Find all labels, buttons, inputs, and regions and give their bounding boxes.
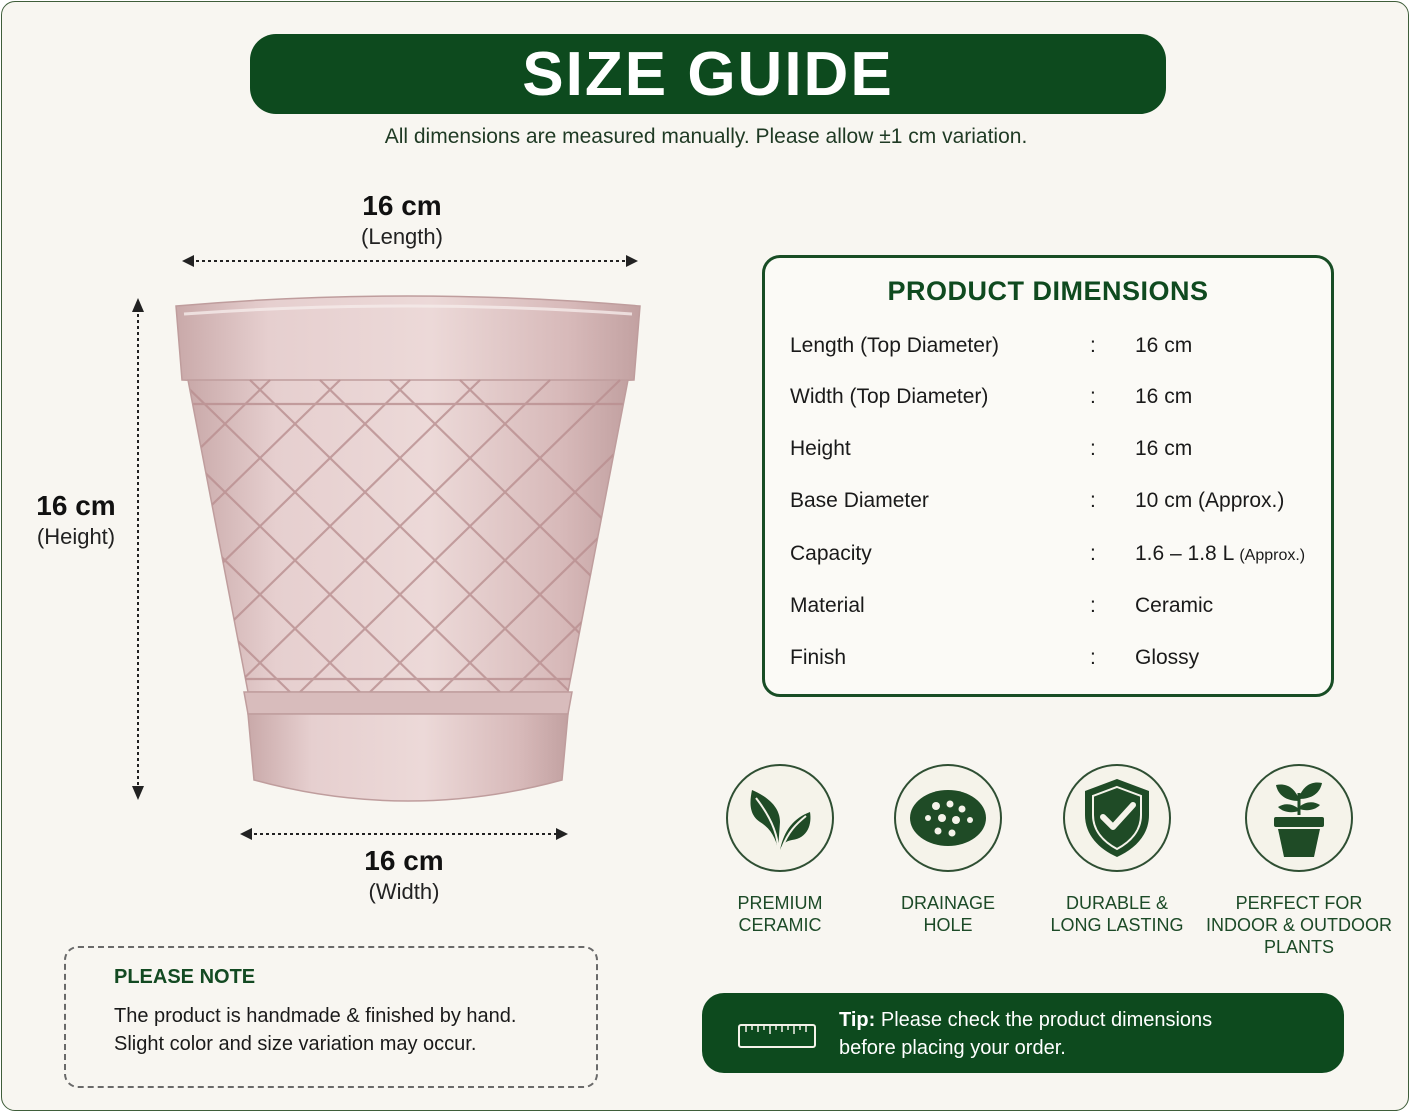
shield-check-icon: [1077, 775, 1157, 861]
ruler-icon: [738, 1024, 816, 1048]
dimension-value: 1.6 – 1.8 L (Approx.): [1135, 542, 1306, 565]
dimension-label: Capacity: [790, 542, 872, 565]
page-subtitle: All dimensions are measured manually. Please allow ±1 cm variation.: [384, 125, 1028, 148]
potted-plant-icon: [1264, 775, 1334, 861]
height-arrow: [128, 296, 148, 802]
feature-premium-ceramic: [685, 764, 875, 936]
dimension-separator: :: [1090, 437, 1096, 460]
dimension-value: 10 cm (Approx.): [1135, 489, 1285, 512]
feature-label: PREMIUM CERAMIC: [737, 893, 823, 935]
dimension-separator: :: [1090, 646, 1096, 669]
feature-indoor-outdoor: [1204, 764, 1394, 958]
page-title: SIZE GUIDE: [522, 39, 894, 109]
height-label: [16, 490, 136, 550]
dimension-row: [790, 437, 1321, 469]
feature-label: DRAINAGE HOLE: [900, 893, 996, 935]
dimension-separator: :: [1090, 594, 1096, 617]
feature-label: DURABLE & LONG LASTING: [1050, 893, 1184, 935]
tip-banner: [702, 993, 1344, 1073]
size-guide-page: [1, 1, 1409, 1111]
dimension-label: Width (Top Diameter): [790, 385, 989, 408]
length-label: [302, 190, 502, 250]
please-note-box: [64, 946, 598, 1088]
note-text: The product is handmade & finished by hand. Slight color and size variation may occur.: [114, 1005, 517, 1055]
dimension-value: 16 cm: [1135, 385, 1193, 408]
tip-text: Tip: Please check the product dimensions before placing your order.: [839, 1009, 1213, 1059]
feature-durable: [1022, 764, 1212, 936]
dimension-value: 16 cm: [1135, 334, 1193, 357]
dimension-label: Base Diameter: [790, 489, 929, 512]
width-arrow: [238, 825, 570, 843]
dimension-row: [790, 385, 1321, 417]
tip-label: Tip:: [839, 1009, 876, 1031]
dimensions-title: PRODUCT DIMENSIONS: [887, 276, 1209, 306]
drainage-hole-icon: [906, 776, 990, 860]
dimension-label: Finish: [790, 646, 847, 669]
dimension-row: [790, 646, 1321, 678]
dimension-row: [790, 542, 1321, 574]
length-arrow: [180, 252, 640, 270]
note-title: PLEASE NOTE: [114, 966, 256, 988]
ceramic-pot-image: [170, 294, 646, 814]
dimension-label: Length (Top Diameter): [790, 334, 999, 357]
dimension-separator: :: [1090, 489, 1096, 512]
title-banner: [250, 34, 1166, 114]
dimension-value: Ceramic: [1135, 594, 1214, 617]
dimension-row: [790, 594, 1321, 626]
dimension-value: 16 cm: [1135, 437, 1193, 460]
width-value: 16 cm: [364, 845, 444, 876]
width-caption: (Width): [368, 879, 440, 904]
leaf-icon: [740, 778, 820, 858]
product-dimensions-card: [762, 255, 1334, 697]
dimension-label: Height: [790, 437, 851, 460]
dimension-label: Material: [790, 594, 865, 617]
dimension-row: [790, 334, 1321, 366]
feature-drainage-hole: [853, 764, 1043, 936]
width-label: [304, 845, 504, 905]
dimension-value: Glossy: [1135, 646, 1200, 669]
dimension-row: [790, 489, 1321, 521]
height-value: 16 cm: [36, 490, 116, 521]
dimension-separator: :: [1090, 385, 1096, 408]
height-caption: (Height): [36, 524, 116, 549]
dimension-separator: :: [1090, 542, 1096, 565]
dimension-separator: :: [1090, 334, 1096, 357]
dimension-note: (Approx.): [1239, 547, 1306, 564]
length-value: 16 cm: [362, 190, 442, 221]
feature-label: PERFECT FOR INDOOR & OUTDOOR PLANTS: [1205, 893, 1392, 957]
length-caption: (Length): [361, 224, 443, 249]
